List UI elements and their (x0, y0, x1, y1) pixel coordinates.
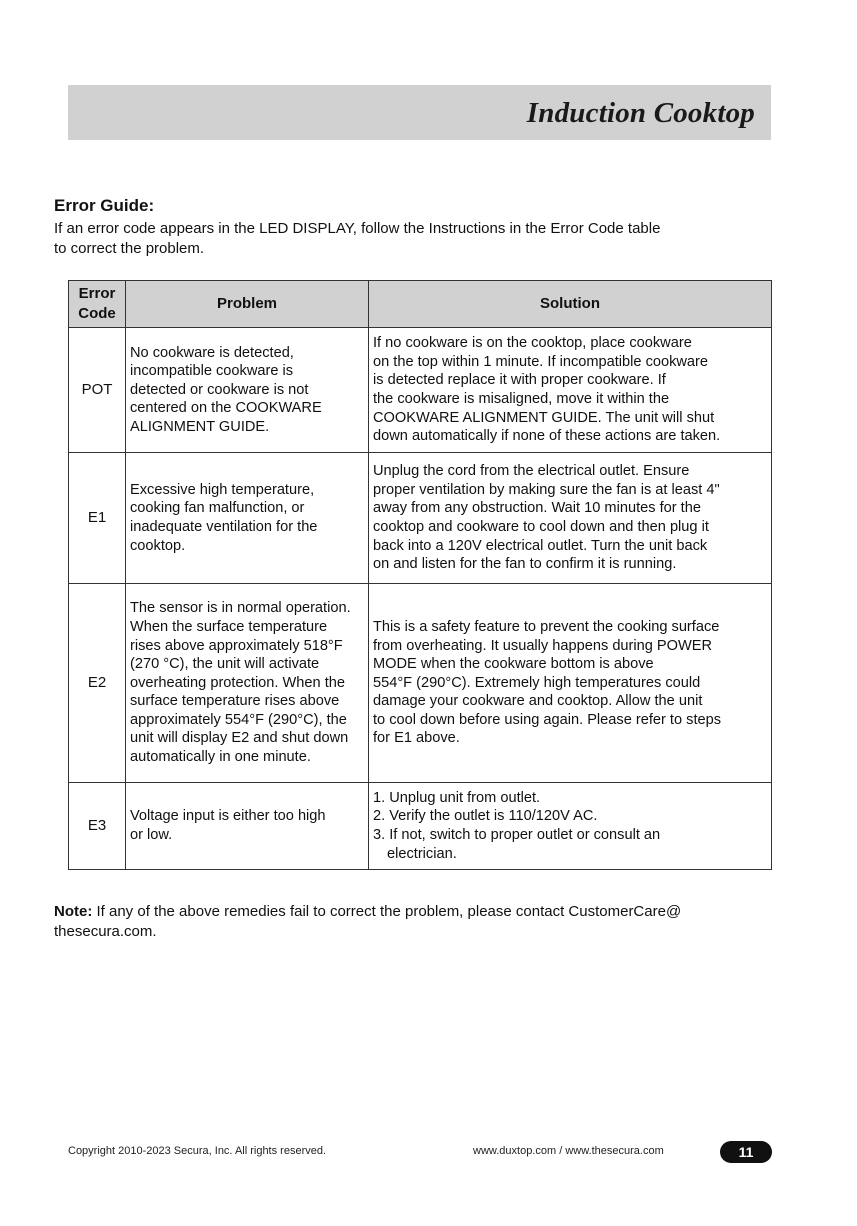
page-title: Induction Cooktop (526, 97, 755, 129)
page-number-badge: 11 (720, 1141, 772, 1163)
error-code-cell: E1 (69, 453, 126, 584)
intro-paragraph (54, 219, 754, 259)
problem-cell: No cookware is detected, incompatible cookware is detected or cookware is not centered on the COOKWARE ALIGNMENT GUIDE. (126, 328, 369, 453)
footer-copyright: Copyright 2010-2023 Secura, Inc. All rights reserved. (68, 1145, 327, 1157)
problem-cell: Excessive high temperature, cooking fan malfunction, or inadequate ventilation for the cooktop. (126, 453, 369, 584)
problem-cell: Voltage input is either too high or low. (126, 783, 369, 870)
solution-cell: If no cookware is on the cooktop, place cookware on the top within 1 minute. If incompatible cookware is detected replace it with proper cookware. If the cookware is misaligned, move it within the COOKWARE ALIGNMENT GUIDE. The unit will shut down automatically if none of these actions are taken. (369, 328, 772, 453)
solution-cell: 1. Unplug unit from outlet. 2. Verify the outlet is 110/120V AC. 3. If not, switch to proper outlet or consult an electrician. (369, 783, 772, 870)
note-label: Note: (54, 903, 93, 920)
intro-line: to correct the problem. (54, 240, 205, 257)
note-line (54, 902, 774, 922)
solution-cell: Unplug the cord from the electrical outlet. Ensure proper ventilation by making sure the fan is at least 4" away from any obstruction. Wait 10 minutes for the cooktop and cookware to cool down and then plug it back into a 120V electrical outlet. Turn the unit back on and listen for the fan to confirm it is running. (369, 453, 772, 584)
error-code-cell: POT (69, 328, 126, 453)
error-code-cell: E3 (69, 783, 126, 870)
header-problem: Problem (126, 281, 369, 328)
intro-line: If an error code appears in the LED DISPLAY, follow the Instructions in the Error Code table (54, 220, 661, 237)
section-title: Error Guide: (54, 196, 155, 215)
table-header-row (69, 281, 772, 328)
note-line: thesecura.com. (54, 923, 157, 940)
table-row (69, 783, 772, 870)
note-text: If any of the above remedies fail to correct the problem, please contact CustomerCare@ (92, 903, 682, 920)
note-paragraph (54, 902, 774, 942)
table-row (69, 328, 772, 453)
problem-cell: The sensor is in normal operation. When the surface temperature rises above approximately 518°F (270 °C), the unit will activate overheating protection. When the surface temperature rises above approximately 554°F (290°C), the unit will display E2 and shut down automatically in one minute. (126, 584, 369, 783)
table-row (69, 584, 772, 783)
table-row (69, 453, 772, 584)
solution-cell: This is a safety feature to prevent the cooking surface from overheating. It usually happens during POWER MODE when the cookware bottom is above 554°F (290°C). Extremely high temperatures could damage your cookware and cooktop. Allow the unit to cool down before using again. Please refer to steps for E1 above. (369, 584, 772, 783)
error-code-table (68, 280, 772, 870)
header-band (68, 85, 771, 140)
header-solution: Solution (369, 281, 772, 328)
header-error-code: Error Code (69, 281, 126, 328)
footer-urls: www.duxtop.com / www.thesecura.com (473, 1145, 664, 1157)
error-code-cell: E2 (69, 584, 126, 783)
